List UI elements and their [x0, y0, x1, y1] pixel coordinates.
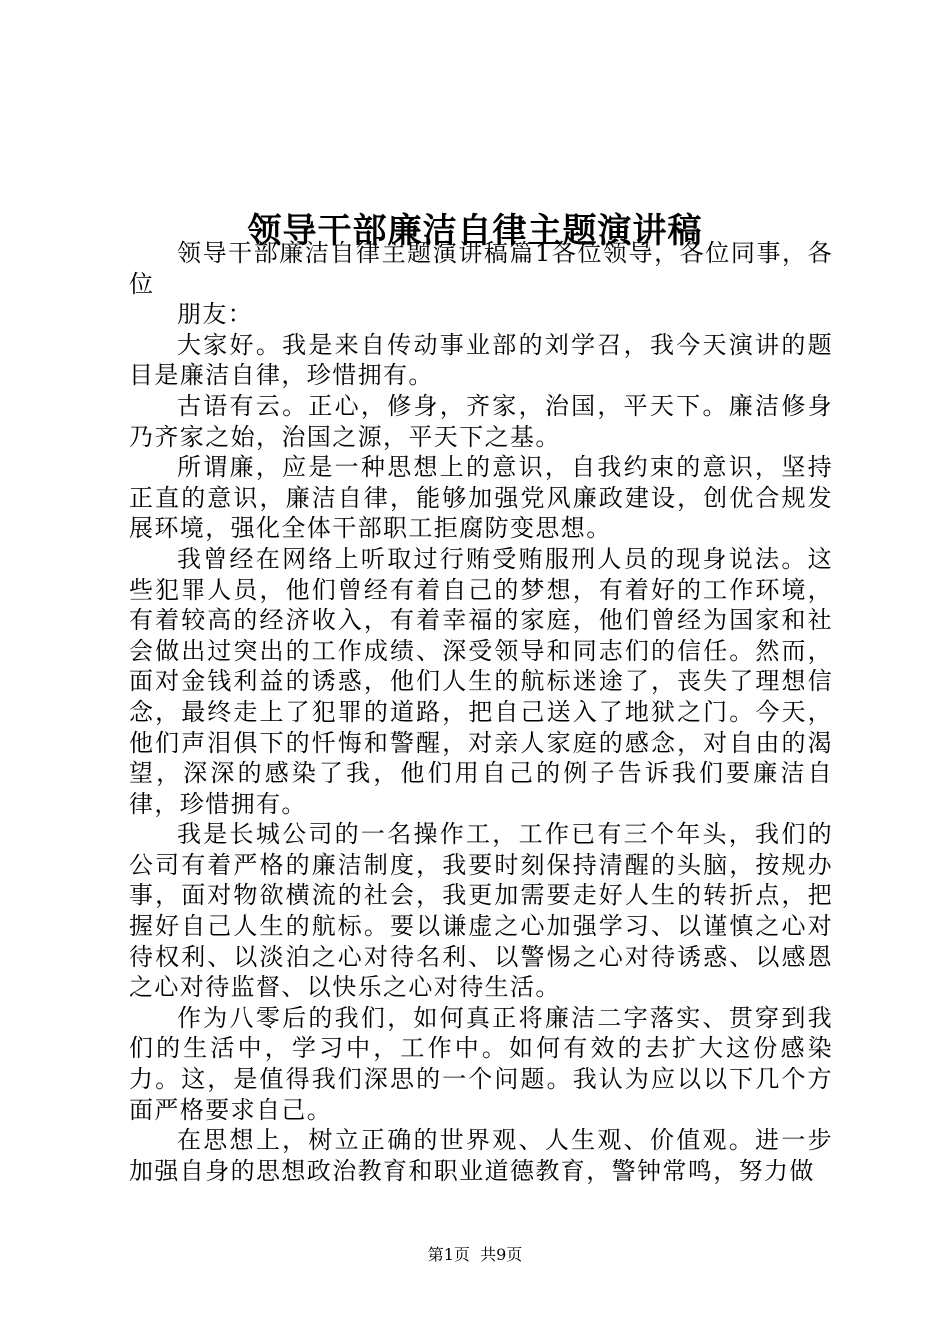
paragraph: 领导干部廉洁自律主题演讲稿篇1各位领导，各位同事，各位 — [129, 239, 833, 298]
paragraph: 我曾经在网络上听取过行贿受贿服刑人员的现身说法。这些犯罪人员，他们曾经有着自己的梦想，有着好的工作环境，有着较高的经济收入，有着幸福的家庭，他们曾经为国家和社会做出过突出的工作成绩、深受领导和同志们的信任。然而，面对金钱利益的诱惑，他们人生的航标迷途了，丧失了理想信念，最终走上了犯罪的道路，把自己送入了地狱之门。今天，他们声泪俱下的忏悔和警醒，对亲人家庭的感念，对自由的渴望，深深的感染了我，他们用自己的例子告诉我们要廉洁自律，珍惜拥有。 — [129, 544, 833, 818]
paragraph: 我是长城公司的一名操作工，工作已有三个年头，我们的公司有着严格的廉洁制度，我要时刻保持清醒的头脑，按规办事，面对物欲横流的社会，我更加需要走好人生的转折点，把握好自己人生的航标。要以谦虚之心加强学习、以谨慎之心对待权利、以淡泊之心对待名利、以警惕之心对待诱惑、以感恩之心对待监督、以快乐之心对待生活。 — [129, 820, 833, 1002]
paragraph: 作为八零后的我们，如何真正将廉洁二字落实、贯穿到我们的生活中，学习中，工作中。如何有效的去扩大这份感染力。这，是值得我们深思的一个问题。我认为应以以下几个方面严格要求自己。 — [129, 1003, 833, 1124]
paragraph: 朋友： — [177, 300, 254, 329]
paragraph: 大家好。我是来自传动事业部的刘学召，我今天演讲的题目是廉洁自律，珍惜拥有。 — [129, 330, 833, 390]
page-footer — [0, 1244, 950, 1266]
paragraph: 古语有云。正心，修身，齐家，治国，平天下。廉洁修身乃齐家之始，治国之源，平天下之基。 — [129, 391, 833, 451]
document-title: 领导干部廉洁自律主题演讲稿 — [247, 210, 703, 251]
page-number: 第1页 — [427, 1245, 470, 1264]
document-body — [129, 238, 833, 1186]
paragraph: 在思想上，树立正确的世界观、人生观、价值观。进一步加强自身的思想政治教育和职业道德教育，警钟常鸣，努力做 — [129, 1126, 833, 1185]
paragraph: 所谓廉，应是一种思想上的意识，自我约束的意识，坚持正直的意识，廉洁自律，能够加强党风廉政建设，创优合规发展环境，强化全体干部职工拒腐防变思想。 — [129, 453, 833, 543]
page-total: 共9页 — [480, 1245, 523, 1264]
